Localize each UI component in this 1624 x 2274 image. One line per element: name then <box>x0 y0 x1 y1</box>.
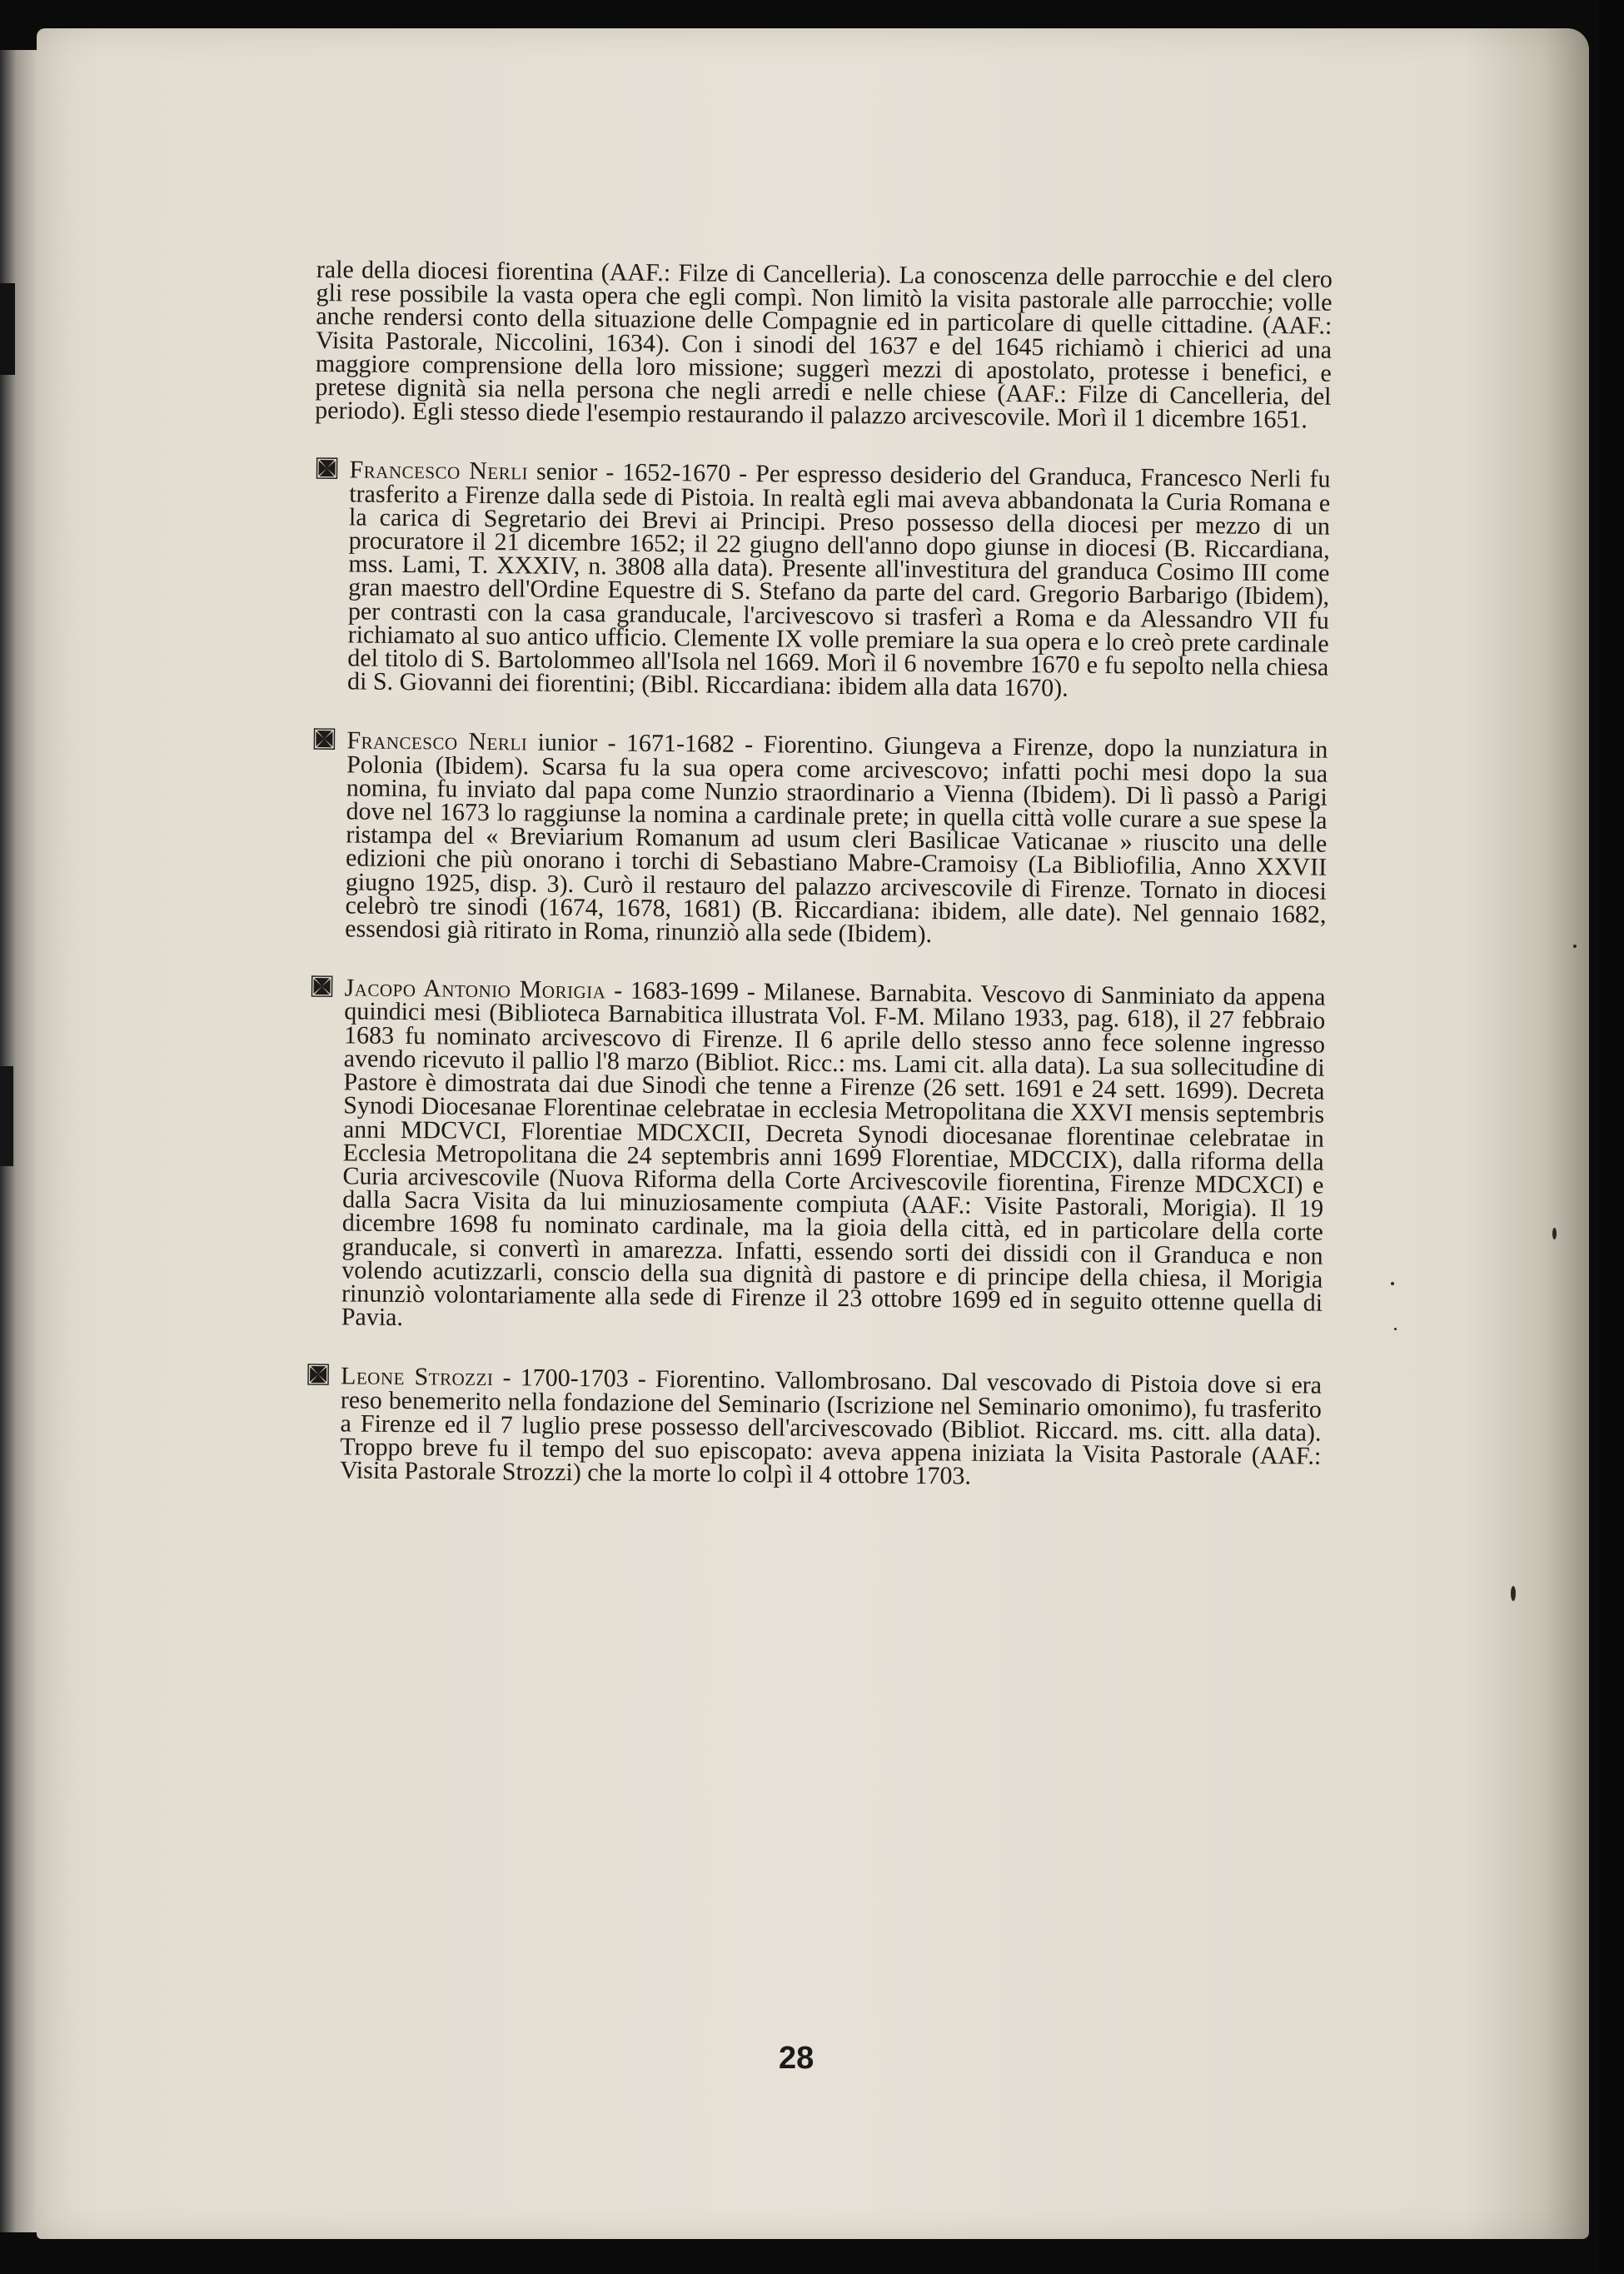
paper-speck <box>1573 945 1577 948</box>
cross-pattee-icon <box>311 726 336 751</box>
entry-text: senior - 1652-1670 - Per espresso desiderio del Granduca, Francesco Nerli fu trasferito a Firenze dalla sede di Pistoia. In realtà egli mai aveva abbandonata la Curia Romana e la carica di Segretario dei Brevi ai Principi. Preso possesso della diocesi per mezzo di un procuratore il 21 dicembre 1652; il 22 giugno dell'anno dopo giunse in diocesi (B. Riccardiana, mss. Lami, T. XXXIV, n. 3808 alla data). Presente all'investitura del granduca Cosimo III come gran maestro dell'Ordine Equestre di S. Stefano da parte del card. Gregorio Barbarigo (Ibidem), per contrasti con la casa granducale, l'arcivescovo si trasferì a Roma e da Alessandro VII fu richiamato al suo antico ufficio. Clemente IX volle premiare la sua opera e lo creò prete cardinale del titolo di S. Bartolommeo all'Isola nel 1669. Morì il 6 novembre 1670 e fu sepolto nella chiesa di S. Giovanni dei fiorentini; (Bibl. Riccardiana: ibidem alla data 1670). <box>346 457 1331 702</box>
bishop-name: Francesco Nerli <box>349 456 529 486</box>
entry-francesco-nerli-iunior <box>310 726 1328 950</box>
entry-leone-strozzi <box>305 1362 1322 1492</box>
entry-jacopo-antonio-morigia <box>306 974 1326 1339</box>
binding-shadow <box>0 283 15 375</box>
cross-pattee-icon <box>306 1362 331 1387</box>
scan-background-right <box>1599 0 1624 2274</box>
binding-shadow-lower <box>0 1066 13 1166</box>
paper-speck <box>1511 1586 1516 1601</box>
paper-speck <box>1394 1328 1397 1330</box>
entry-text: - 1700-1703 - Fiorentino. Vallombrosano. Dal vescovado di Pistoia dove si era reso benemerito nella fondazione del Seminario (Iscrizione nel Seminario omonimo), fu trasferito a Firenze ed il 7 luglio prese possesso dell'arcivescovado (Bibliot. Riccard. ms. citt. alla data). Troppo breve fu il tempo del suo episcopato: aveva appena iniziata la Visita Pastorale (AAF.: Visita Pastorale Strozzi) che la morte lo colpì il 4 ottobre 1703. <box>339 1364 1323 1490</box>
bishop-name: Leone Strozzi <box>340 1362 494 1392</box>
intro-paragraph: rale della diocesi fiorentina (AAF.: Filze di Cancelleria). La conoscenza delle parrocchie e del clero gli rese possibile la vasta opera che egli compì. Non limitò la visita pastorale alle parrocchie; volle anche rendersi conto della situazione delle Compagnie ed in particolare di quelle cittadine. (AAF.: Visita Pastorale, Niccolini, 1634). Con i sinodi del 1637 e del 1645 richiamò i chierici ad una maggiore comprensione della loro missione; suggerì mezzi di apostolato, protesse i benefici, e pretese dignità sia nella persona che negli arredi e nelle chiese (AAF.: Filze di Cancelleria, del periodo). Egli stesso diede l'esempio restaurando il palazzo arcivescovile. Morì il 1 dicembre 1651. <box>315 256 1333 434</box>
paper-speck <box>1552 1228 1557 1239</box>
cross-pattee-icon <box>314 456 339 481</box>
bishop-name: Francesco Nerli <box>346 726 528 756</box>
entry-francesco-nerli-senior <box>312 456 1331 703</box>
cross-pattee-icon <box>309 974 334 999</box>
paper-speck <box>1391 1282 1394 1285</box>
entry-text: iunior - 1671-1682 - Fiorentino. Giungeva a Firenze, dopo la nunziatura in Polonia (Ibidem). Scarsa fu la sua opera come arcivescovo; infatti pochi mesi dopo la sua nomina, fu inviato dal papa come Nunzio straordinario a Vienna (Ibidem). Di lì passò a Parigi dove nel 1673 lo raggiunse la nomina a cardinale prete; in quella città volle curare a sue spese la ristampa del « Breviarium Romanum ad usum cleri Basilicae Vaticanae » riuscito una delle edizioni che più onorano i torchi di Sebastiano Mabre-Cramoisy (La Bibliofilia, Anno XXVII giugno 1925, disp. 3). Curò il restauro del palazzo arcivescovile di Firenze. Tornato in diocesi celebrò tre sinodi (1674, 1678, 1681) (B. Riccardiana: ibidem, alle date). Nel gennaio 1682, essendosi già ritirato in Roma, rinunziò alla sede (Ibidem). <box>345 728 1328 949</box>
entry-text: - 1683-1699 - Milanese. Barnabita. Vescovo di Sanminiato da appena quindici mesi (Biblioteca Barnabitica illustrata Vol. F-M. Milano 1933, pag. 618), il 27 febbraio 1683 fu nominato arcivescovo di Firenze. Il 6 aprile dello stesso anno fece solenne ingresso avendo ricevuto il pallio l'8 marzo (Bibliot. Ricc.: ms. Lami cit. alla data). La sua sollecitudine di Pastore è dimostrata dai due Sinodi che tenne a Firenze (26 sett. 1691 e 24 sett. 1699). Decreta Synodi Diocesanae Florentinae celebratae in ecclesia Metropolitana die XXVI mensis septembris anni MDCVCI, Florentiae MDCXCII, Decreta Synodi diocesanae florentinae celebratae in Ecclesia Metropolitana die 24 septembris anni 1699 Florentiae, MDCCIX), dalla riforma della Curia arcivescovile (Nuova Riforma della Corte Arcivescovile fiorentina, Firenze MDCXCI) e dalla Sacra Visita da lui minuziosamente compiuta (AAF.: Visite Pastorali, Morigia). Il 19 dicembre 1698 fu nominato cardinale, ma la gioia della città, ed in particolare della corte granducale, si convertì in amarezza. Infatti, essendo sorti dei dissidi con il Granduca e non volendo acutizzarli, conscio della sua dignità di pastore e di principe della chiesa, il Morigia rinunziò volontariamente alla sede di Firenze il 23 ottobre 1699 ed in seguito ottenne quella di Pavia. <box>341 976 1326 1332</box>
bishop-name: Jacopo Antonio Morigia <box>344 974 606 1005</box>
page-number: 28 <box>779 2041 814 2076</box>
text-column <box>305 258 1333 1492</box>
